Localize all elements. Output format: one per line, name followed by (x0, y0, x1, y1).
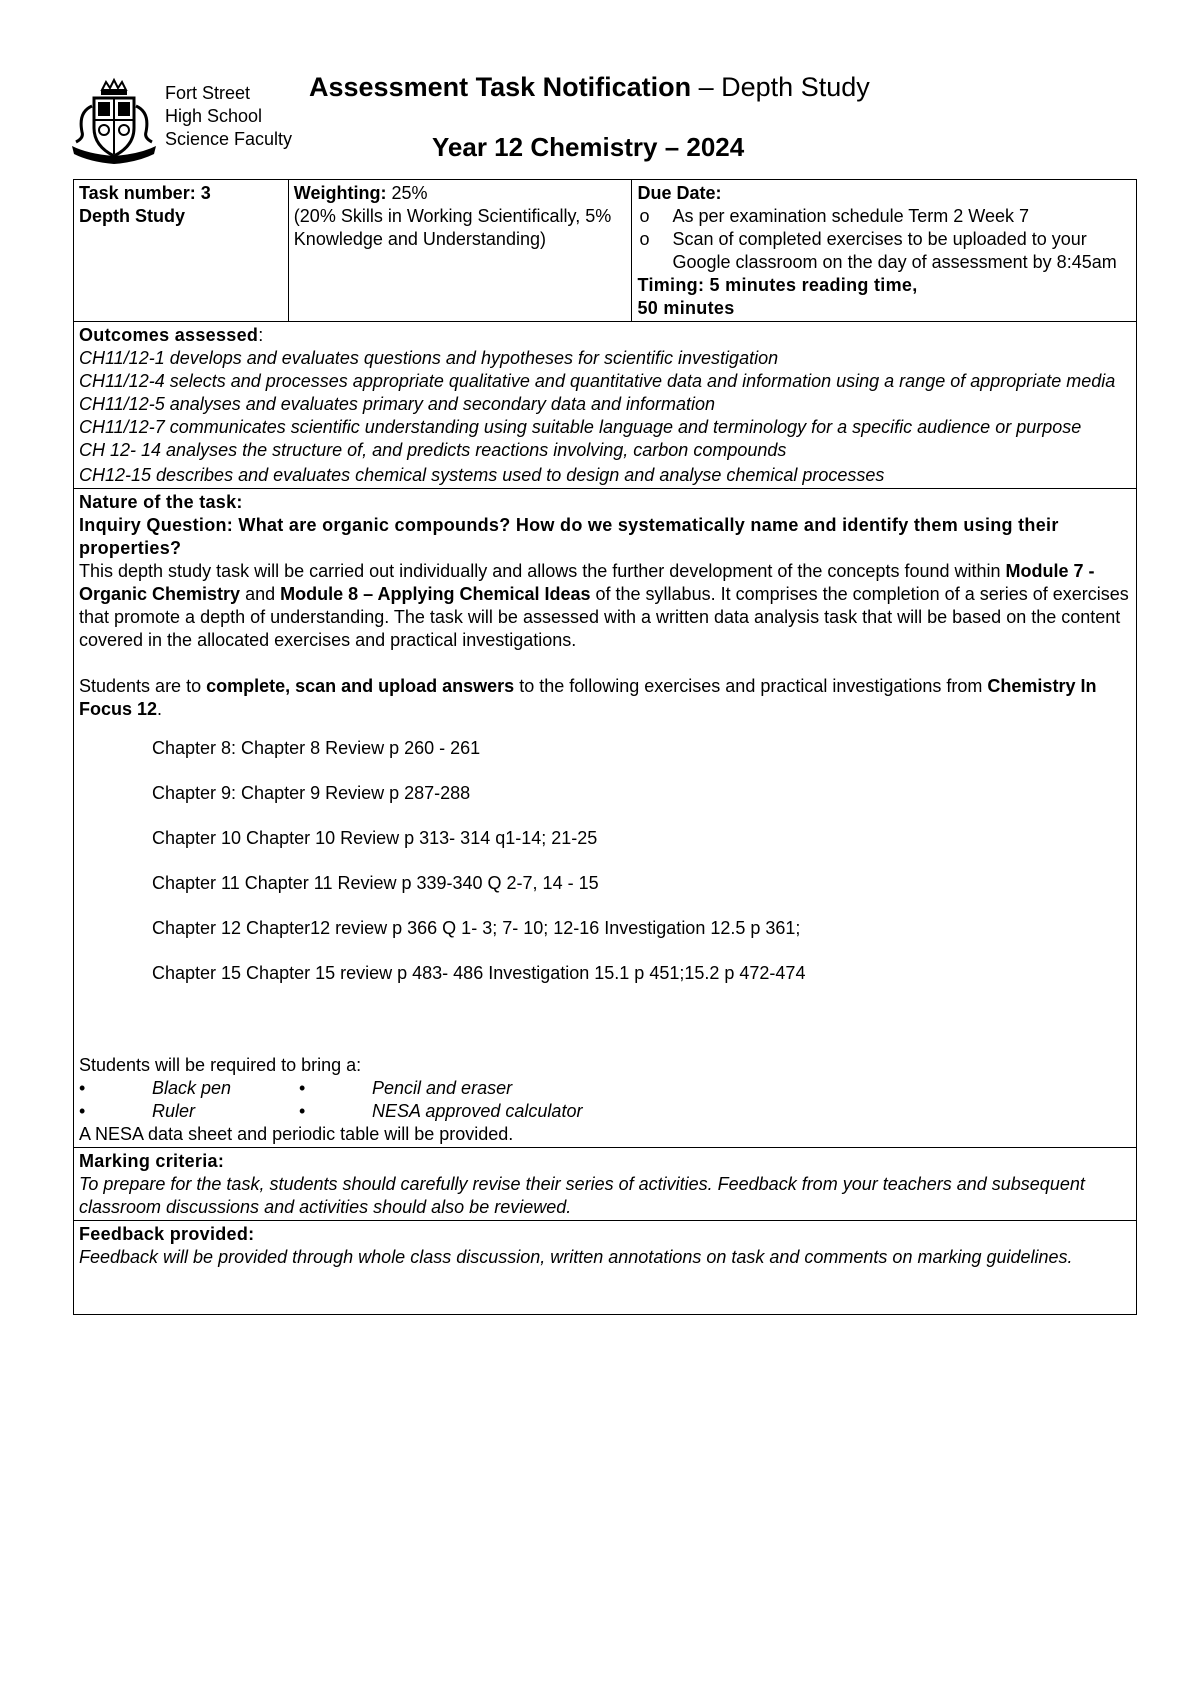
due-date-list (637, 205, 1131, 274)
due-date-label: Due Date: (637, 183, 722, 203)
school-name (165, 82, 292, 151)
instructions-paragraph (79, 675, 1131, 721)
timing-line: 50 minutes (637, 298, 735, 318)
marking-cell (74, 1148, 1137, 1221)
feedback-row (74, 1221, 1137, 1315)
bring-item: Pencil and eraser (372, 1078, 513, 1098)
school-line: High School (165, 106, 263, 126)
text-run: . (157, 699, 163, 719)
list-item (637, 205, 1131, 228)
title-bold: Assessment Task Notification (309, 72, 692, 102)
bring-item: Ruler (152, 1101, 196, 1121)
task-number: Task number: 3 (79, 183, 211, 203)
weighting-detail: (20% Skills in Working Scientifically, 5% Knowledge and Understanding) (293, 206, 612, 249)
list-item: Chapter 11 Chapter 11 Review p 339-340 Q 2-7, 14 - 15 (152, 873, 599, 893)
weighting-cell (288, 180, 632, 322)
text-run: and (240, 584, 281, 604)
outcome-item: CH12-15 describes and evaluates chemical systems used to design and analyse chemical processes (79, 465, 885, 485)
bullet-icon: • (299, 1101, 306, 1121)
school-line: Science Faculty (165, 129, 293, 149)
nature-label: Nature of the task: (79, 492, 243, 512)
text-run: of the syllabus. It comprises the completion of a series of exercises that promote a depth of understanding. The task will be assessed with a written data analysis task that will be based on the content covered in the allocated exercises and practical investigations. (79, 584, 1129, 650)
list-item: Chapter 9: Chapter 9 Review p 287-288 (152, 783, 471, 803)
outcome-item: CH11/12-5 analyses and evaluates primary and secondary data and information (79, 394, 716, 414)
text-run: This depth study task will be carried out individually and allows the further development of the concepts found within (79, 561, 1006, 581)
outcome-item: CH11/12-4 selects and processes appropriate qualitative and quantitative data and information using a range of appropriate media (79, 371, 1116, 391)
bullet-icon: o (639, 206, 650, 226)
task-info-row (74, 180, 1137, 322)
list-item: Chapter 15 Chapter 15 review p 483- 486 Investigation 15.1 p 451;15.2 p 472-474 (152, 963, 806, 983)
outcomes-cell (74, 322, 1137, 489)
page-subtitle: Year 12 Chemistry – 2024 (432, 132, 745, 162)
task-type: Depth Study (79, 206, 185, 226)
title-rest: – Depth Study (691, 72, 870, 102)
module-7: Module 7 - Organic Chemistry (79, 561, 1095, 604)
list-item: Chapter 8: Chapter 8 Review p 260 - 261 (152, 738, 481, 758)
weighting-label: Weighting: (293, 183, 387, 203)
outcome-item: CH11/12-7 communicates scientific understanding using suitable language and terminology for a specific audience or purpose (79, 417, 1082, 437)
feedback-label: Feedback provided: (79, 1224, 255, 1244)
list-item: Chapter 12 Chapter12 review p 366 Q 1- 3; 7- 10; 12-16 Investigation 12.5 p 361; (152, 918, 801, 938)
text-run: Students are to (79, 676, 207, 696)
page-title (309, 72, 870, 103)
nature-cell (74, 489, 1137, 1148)
textbook-title: Chemistry In Focus 12 (79, 676, 1097, 719)
provided-note: A NESA data sheet and periodic table will be provided. (79, 1124, 514, 1144)
bring-item: NESA approved calculator (372, 1101, 583, 1121)
list-item (637, 228, 1131, 274)
outcomes-row (74, 322, 1137, 489)
outcomes-label: Outcomes assessed (79, 325, 259, 345)
school-crest-icon (68, 76, 160, 168)
chapter-list (152, 737, 1131, 985)
feedback-cell (74, 1221, 1137, 1315)
outcome-item: CH 12- 14 analyses the structure of, and predicts reactions involving, carbon compounds (79, 440, 787, 460)
task-number-cell (74, 180, 289, 322)
marking-row (74, 1148, 1137, 1221)
bring-row (79, 1077, 1131, 1100)
due-item: Scan of completed exercises to be uploaded to your Google classroom on the day of assessment by 8:45am (672, 229, 1117, 272)
text-run: to the following exercises and practical investigations from (514, 676, 988, 696)
bullet-icon: • (79, 1101, 86, 1121)
outcomes-heading (79, 324, 1131, 347)
bullet-icon: o (639, 229, 650, 249)
weighting-value: 25% (386, 183, 428, 203)
due-item: As per examination schedule Term 2 Week 7 (672, 206, 1030, 226)
bullet-icon: • (299, 1078, 306, 1098)
outcomes-colon: : (258, 325, 264, 345)
marking-text: To prepare for the task, students should carefully revise their series of activities. Feedback from your teachers and subsequent classroom discussions and activities should also be reviewed. (79, 1174, 1085, 1217)
timing-line: Timing: 5 minutes reading time, (637, 275, 918, 295)
school-line: Fort Street (165, 83, 251, 103)
bring-item: Black pen (152, 1078, 232, 1098)
nature-paragraph (79, 560, 1131, 652)
list-item: Chapter 10 Chapter 10 Review p 313- 314 q1-14; 21-25 (152, 828, 598, 848)
bullet-icon: • (79, 1078, 86, 1098)
feedback-text: Feedback will be provided through whole class discussion, written annotations on task and comments on marking guidelines. (79, 1247, 1073, 1267)
module-8: Module 8 – Applying Chemical Ideas (280, 584, 591, 604)
inquiry-question: Inquiry Question: What are organic compounds? How do we systematically name and identify them using their properties? (79, 515, 1059, 558)
nature-row (74, 489, 1137, 1148)
weighting (294, 182, 627, 205)
due-date-cell (632, 180, 1137, 322)
assessment-table (73, 179, 1137, 1315)
marking-label: Marking criteria: (79, 1151, 225, 1171)
instruction-bold: complete, scan and upload answers (206, 676, 515, 696)
bring-row (79, 1100, 1131, 1123)
outcome-item: CH11/12-1 develops and evaluates questions and hypotheses for scientific investigation (79, 348, 779, 368)
bring-intro: Students will be required to bring a: (79, 1055, 362, 1075)
